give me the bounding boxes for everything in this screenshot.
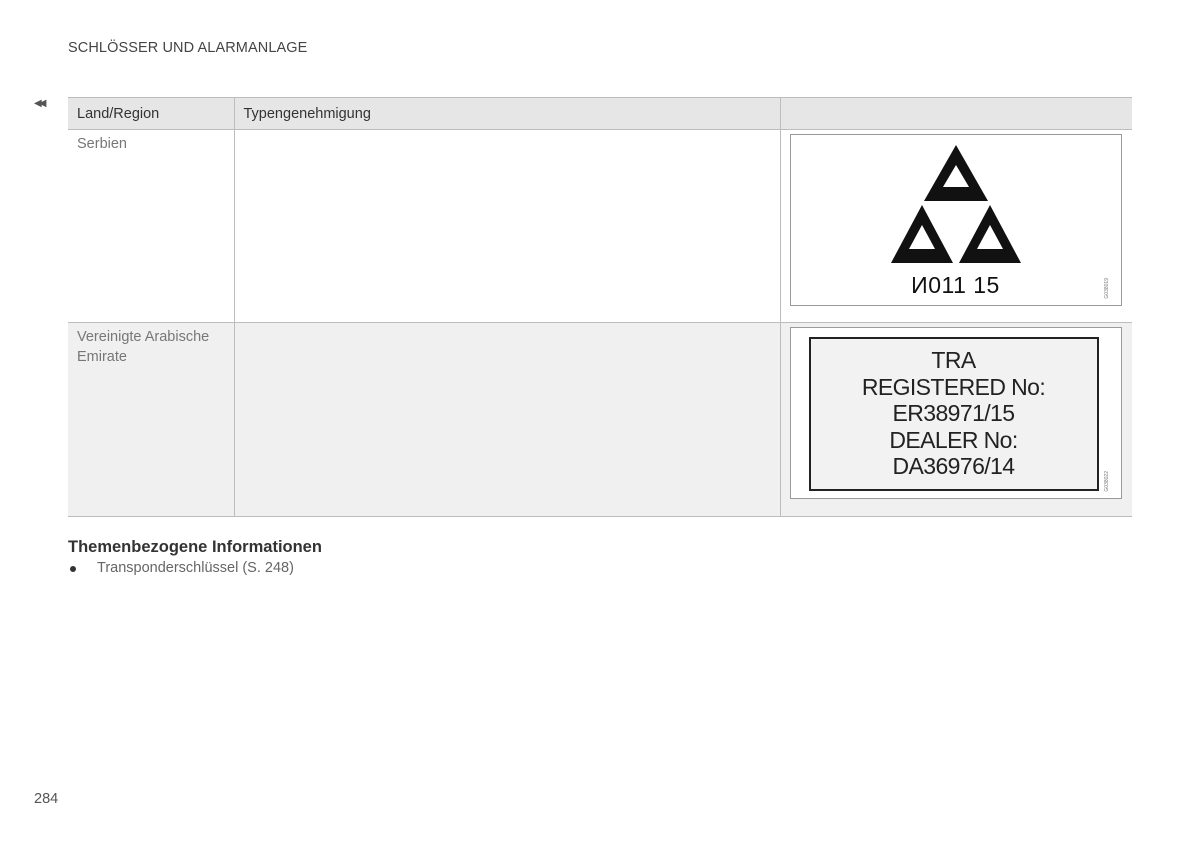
tra-line: REGISTERED No:: [861, 373, 1046, 400]
table-row: [68, 323, 1132, 517]
table-row: [68, 130, 1132, 323]
table-header-row: [68, 98, 1132, 130]
column-header-image: [780, 98, 1132, 130]
country-cell: Vereinigte Arabische Emirate: [68, 323, 234, 517]
image-code: G038019: [1103, 278, 1110, 299]
image-code: G038022: [1103, 471, 1110, 492]
approval-marking: И011 15: [911, 272, 1000, 298]
uae-tra-label: [790, 327, 1122, 499]
tra-label-inner: [809, 337, 1099, 491]
tra-line: ER38971/15: [892, 400, 1015, 426]
approval-cell: [234, 323, 780, 517]
page-number: 284: [34, 791, 59, 807]
approval-cell: [234, 130, 780, 323]
related-info-list: [68, 560, 294, 576]
column-header-approval: Typengenehmigung: [234, 98, 780, 130]
image-cell: [780, 130, 1132, 323]
section-title: SCHLÖSSER UND ALARMANLAGE: [68, 40, 308, 56]
related-link[interactable]: [68, 560, 294, 576]
column-header-country: Land/Region: [68, 98, 234, 130]
tra-line: DEALER No:: [889, 426, 1018, 453]
bullet-icon: [70, 566, 76, 572]
tra-line: DA36976/14: [892, 453, 1015, 479]
serbia-approval-mark: [790, 134, 1122, 306]
triangle-mark-icon: [791, 135, 1121, 270]
related-info-heading: Themenbezogene Informationen: [68, 538, 322, 556]
country-cell: Serbien: [68, 130, 234, 323]
tra-line: TRA: [931, 347, 976, 373]
approval-table: [68, 97, 1132, 517]
image-cell: [780, 323, 1132, 517]
double-chevron-left-icon[interactable]: ◀◀: [34, 98, 44, 109]
related-link-text[interactable]: Transponderschlüssel (S. 248): [97, 560, 294, 576]
